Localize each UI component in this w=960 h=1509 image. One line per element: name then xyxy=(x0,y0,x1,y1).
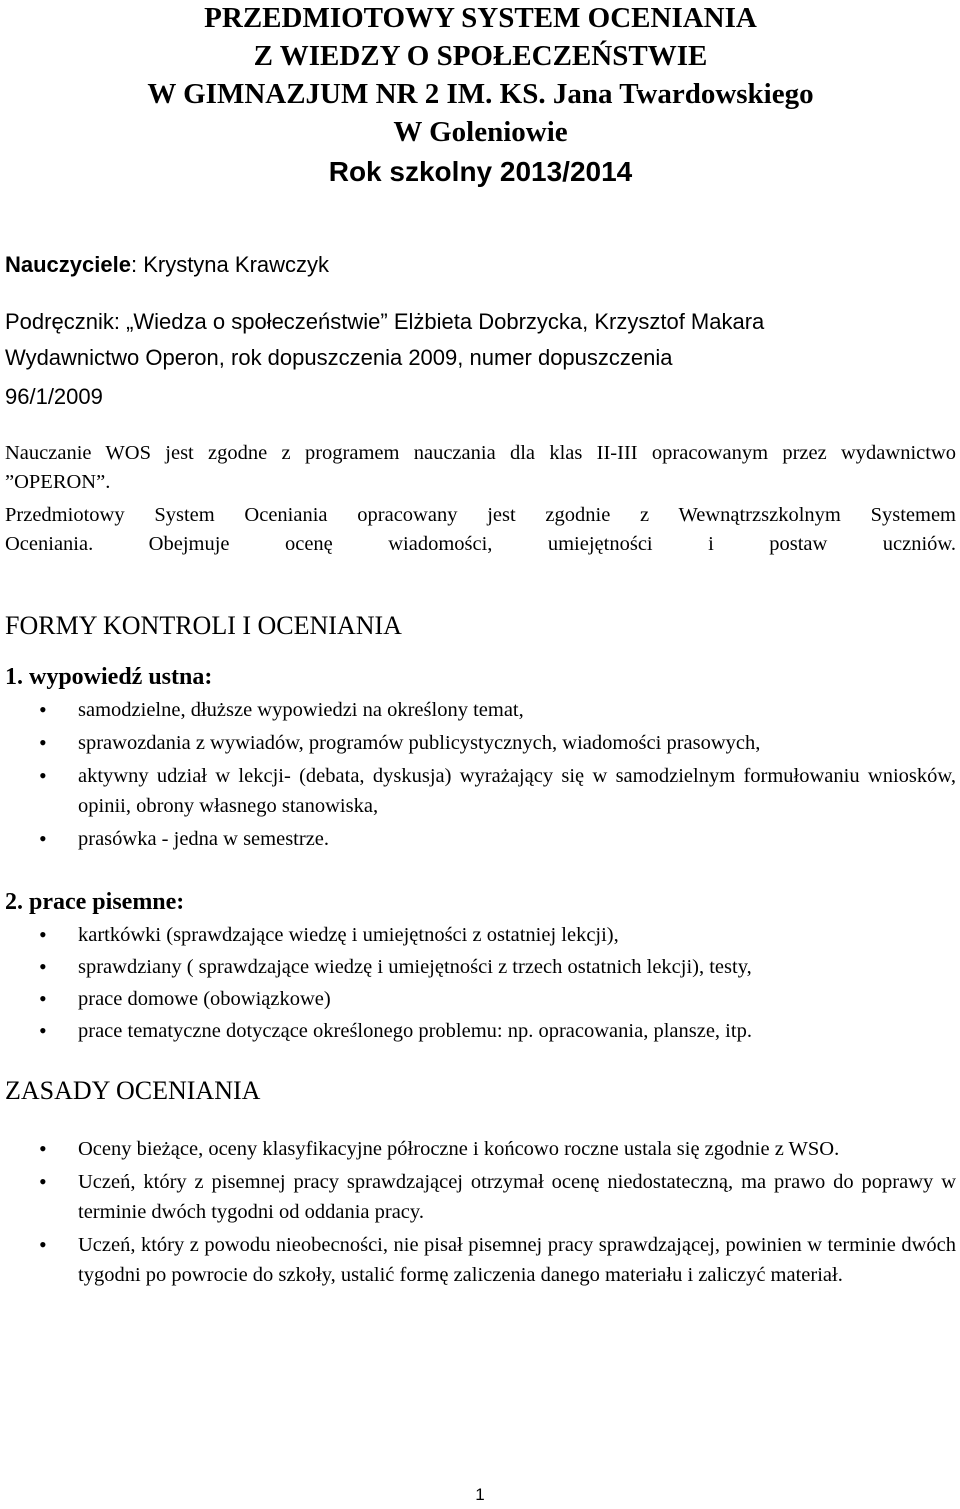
teachers-label: Nauczyciele xyxy=(5,252,131,277)
textbook-value: : „Wiedza o społeczeństwie” Elżbieta Dobrzycka, Krzysztof Makara xyxy=(113,309,765,334)
page-number: 1 xyxy=(475,1485,485,1504)
written-list xyxy=(5,920,956,1046)
list-item: • prace tematyczne dotyczące określonego problemu: np. opracowania, plansze, itp. xyxy=(5,1016,956,1046)
intro-block xyxy=(5,439,956,559)
textbook-label: Podręcznik xyxy=(5,309,114,334)
title-line-1: PRZEDMIOTOWY SYSTEM OCENIANIA xyxy=(204,2,757,34)
title-line-3: W GIMNAZJUM NR 2 IM. KS. Jana Twardowskiego xyxy=(147,78,814,110)
list-item: • prace domowe (obowiązkowe) xyxy=(5,984,956,1014)
list-item: • aktywny udział w lekcji- (debata, dyskusja) wyrażający się w samodzielnym formułowaniu wniosków, opinii, obrony własnego stanowiska, xyxy=(5,761,956,821)
list-item: • sprawozdania z wywiadów, programów publicystycznych, wiadomości prasowych, xyxy=(5,728,956,758)
oral-heading: 1. wypowiedź ustna: xyxy=(5,664,213,690)
list-item: • sprawdziany ( sprawdzające wiedzę i umiejętności z trzech ostatnich lekcji), testy, xyxy=(5,952,956,982)
list-item: • Uczeń, który z pisemnej pracy sprawdzającej otrzymał ocenę niedostateczną, ma prawo do poprawy w terminie dwóch tygodni od oddania pracy. xyxy=(5,1167,956,1227)
oral-list xyxy=(5,695,956,854)
list-item: • samodzielne, dłuższe wypowiedzi na określony temat, xyxy=(5,695,956,725)
forms-heading: FORMY KONTROLI I OCENIANIA xyxy=(5,611,402,640)
textbook-line-2: Wydawnictwo Operon, rok dopuszczenia 2009, numer dopuszczenia xyxy=(5,345,673,370)
document-header xyxy=(5,0,956,192)
intro-paragraph-1: Nauczanie WOS jest zgodne z programem nauczania dla klas II-III opracowanym przez wydawnictwo ”OPERON”. xyxy=(5,442,956,493)
list-item: • Uczeń, który z powodu nieobecności, nie pisał pisemnej pracy sprawdzającej, powinien w terminie dwóch tygodni po powrocie do szkoły, ustalić formę zaliczenia danego materiału i zaliczyć materiał. xyxy=(5,1230,956,1290)
written-heading: 2. prace pisemne: xyxy=(5,889,185,915)
rules-heading: ZASADY OCENIANIA xyxy=(5,1076,261,1105)
list-item: • kartkówki (sprawdzające wiedzę i umiejętności z ostatniej lekcji), xyxy=(5,920,956,950)
teachers-line xyxy=(5,244,956,285)
info-block xyxy=(5,244,956,417)
intro-paragraph-2-line-1: Przedmiotowy System Oceniania opracowany jest zgodnie z Wewnątrzszkolnym Systemem xyxy=(5,504,956,526)
list-item: • Oceny bieżące, oceny klasyfikacyjne półroczne i końcowo roczne ustala się zgodnie z WSO. xyxy=(5,1134,956,1164)
list-item: • prasówka - jedna w semestrze. xyxy=(5,824,956,854)
textbook-line-1 xyxy=(5,301,956,342)
title-line-2: Z WIEDZY O SPOŁECZEŃSTWIE xyxy=(253,40,708,72)
school-year: Rok szkolny 2013/2014 xyxy=(328,156,633,187)
teachers-value: : Krystyna Krawczyk xyxy=(130,252,330,277)
textbook-line-3: 96/1/2009 xyxy=(5,384,103,409)
rules-list xyxy=(5,1134,956,1290)
intro-paragraph-2-line-2: Oceniania. Obejmuje ocenę wiadomości, umiejętności i postaw uczniów. xyxy=(5,533,956,555)
title-line-4: W Goleniowie xyxy=(393,116,568,148)
